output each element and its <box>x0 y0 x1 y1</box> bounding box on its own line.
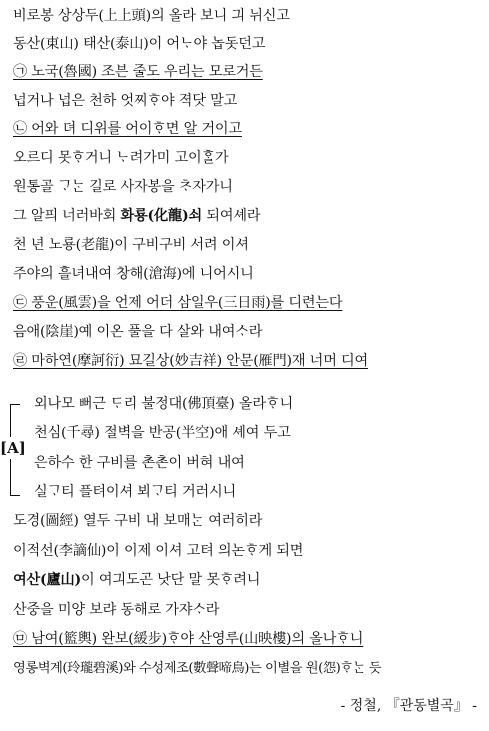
bold-text: 여산(廬山) <box>13 572 82 588</box>
bracket-top <box>10 404 20 405</box>
poem-line: 주야의 흘녀내여 창해(滄海)에 니어시니 <box>13 266 254 282</box>
bold-text: 화룡(化龍)쇠 <box>120 208 202 224</box>
poem-line: 오르디 못ᄒᆞ거니 ᄂᆞ려가미 고이ᄒᆞᆯ가 <box>13 150 229 166</box>
poem-line-a-section: 천심(千尋) 절벽을 반공(半空)애 셰여 두고 <box>34 425 291 441</box>
underlined-text: ㉢ 풍운(風雲)을 언제 어더 삼일우(三日雨)를 디련는다 <box>13 295 343 311</box>
source-citation: - 정철, 『관동별곡』 - <box>340 698 477 714</box>
poem-line: 이적선(李謫仙)이 이제 이셔 고텨 의논ᄒᆞ게 되면 <box>13 543 304 559</box>
poem-line-marked-a <box>13 60 485 84</box>
poem-line-marked-d <box>13 349 485 373</box>
poem-line-marked-c <box>13 291 485 315</box>
poem-line <box>13 204 485 228</box>
poem-line-a-section: 실ᄀᆞ티 플텨이셔 뵈ᄀᆞ티 거러시니 <box>34 484 237 500</box>
text-segment: 이 여긔도곤 낫단 말 못ᄒᆞ려니 <box>81 572 261 588</box>
poem-line-marked-b <box>13 117 485 141</box>
poem-line: 도경(圖經) 열두 구비 내 보매ᄂᆞᆫ 여러히라 <box>13 513 263 529</box>
poem-line: 동산(東山) 태산(泰山)이 어ᄂᆞ야 놉돗던고 <box>13 36 266 52</box>
underlined-text: ㉠ 노국(魯國) 조븐 줄도 우리는 모로거든 <box>13 64 263 80</box>
poem-line-a-section: 외나모 뻐근 ᄃᆞ리 불정대(佛頂臺) 올라ᄒᆞ니 <box>34 396 293 412</box>
poem-line: 원통골 ᄀᆞᄂᆞᆫ 길로 사자봉을 ᄎᆞ자가니 <box>13 179 233 195</box>
poem-line-a-section: 은하수 한 구비를 촌촌이 버혀 내여 <box>34 455 245 471</box>
underlined-text: ㉡ 어와 뎌 디위를 어이ᄒᆞ면 알 거이고 <box>13 121 242 137</box>
poem-line: 비로봉 상상두(上上頭)의 올라 보니 긔 뉘신고 <box>13 8 290 24</box>
underlined-text: ㉣ 마하연(摩訶衍) 묘길상(妙吉祥) 안문(雁門)재 너머 디여 <box>13 353 369 369</box>
poem-line-marked-e <box>13 627 485 651</box>
bracket-label: [A] <box>0 439 26 457</box>
text-segment: 되여셰라 <box>202 208 261 224</box>
poem-line: 영롱벽계(玲瓏碧溪)와 수성제조(數聲啼鳥)는 이별을 원(怨)ᄒᆞᄂᆞᆫ 듯 <box>13 661 382 676</box>
poem-line: 천 년 노룡(老龍)이 구비구비 서려 이셔 <box>13 237 249 253</box>
poem-line: 음애(陰崖)예 이온 풀을 다 살와 내여ᄉᆞ라 <box>13 324 263 340</box>
poem-line <box>13 568 485 592</box>
text-segment: 그 알픠 너러바회 <box>13 208 121 224</box>
poem-line: 넙거나 넙은 천하 엇찌ᄒᆞ야 젹닷 말고 <box>13 93 238 109</box>
underlined-text: ㉤ 남여(籃輿) 완보(緩步)ᄒᆞ야 산영루(山映樓)의 올나ᄒᆞ니 <box>13 631 364 647</box>
bracket-bottom <box>10 495 20 496</box>
poem-line: 산중을 미양 보랴 동해로 가쟈ᄉᆞ라 <box>13 602 220 618</box>
